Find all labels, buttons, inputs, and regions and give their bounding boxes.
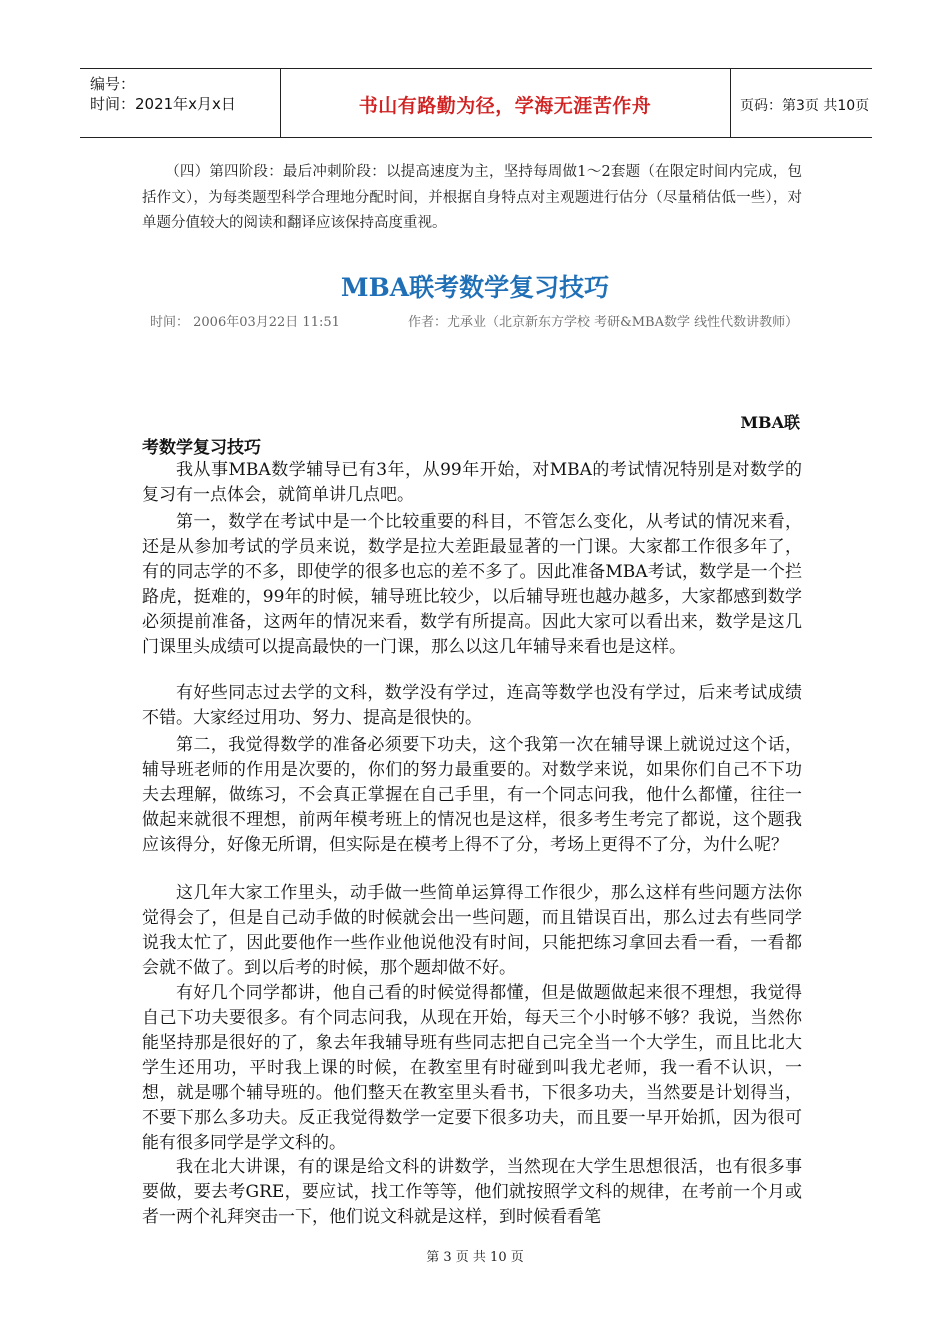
article-time: 时间： 2006年03月22日 11:51 xyxy=(150,315,340,330)
article-paragraph: 第二，我觉得数学的准备必须要下功夫，这个我第一次在辅导课上就说过这个话，辅导班老师的作用是次要的，你们的努力最重要的。对数学来说，如果你们自己不下功夫去理解，做练习，不会真正掌握在自己手里，有一个同志问我，他什么都懂，往往一做起来就很不理想，前两年模考班上的情况也是这样，很多考生考完了都说，这个题我应该得分，好像无所谓，但实际是在模考上得不了分，考场上更得不了分，为什么呢？ xyxy=(142,735,802,855)
article-paragraph: 我从事MBA数学辅导已有3年，从99年开始，对MBA的考试情况特别是对数学的复习有一点体会，就简单讲几点吧。 xyxy=(142,460,802,505)
article-subtitle-part-2: 考数学复习技巧 xyxy=(142,438,261,458)
article-title: MBA联考数学复习技巧 xyxy=(340,273,610,302)
article-subtitle-part-1: MBA联 xyxy=(740,413,800,432)
article-paragraph: 有好几个同学都讲，他自己看的时候觉得都懂，但是做题做起来很不理想，我觉得自己下功夫要很多。有个同志问我，从现在开始，每天三个小时够不够？我说，当然你能坚持那是很好的了，象去年我辅导班有些同志把自己完全当一个大学生，而且比北大学生还用功，平时我上课的时候，在教室里有时碰到叫我尤老师，我一看不认识，一想，就是哪个辅导班的。他们整天在教室里头看书，下很多功夫，当然要是计划得当，不要下那么多功夫。反正我觉得数学一定要下很多功夫，而且要一早开始抓，因为很可能有很多同学是学文科的。 xyxy=(142,983,802,1153)
document-date-label: 时间：2021年x月x日 xyxy=(90,95,236,113)
header-motto: 书山有路勤为径，学海无涯苦作舟 xyxy=(358,95,652,117)
article-paragraph: 有好些同志过去学的文科，数学没有学过，连高等数学也没有学过，后来考试成绩不错。大家经过用功、努力、提高是很快的。 xyxy=(142,683,802,728)
page-footer: 第 3 页 共 10 页 xyxy=(426,1250,524,1265)
header-table xyxy=(80,68,872,138)
document-number-label: 编号： xyxy=(90,75,136,93)
article-paragraph: 第一，数学在考试中是一个比较重要的科目，不管怎么变化，从考试的情况来看，还是从参加考试的学员来说，数学是拉大差距最显著的一门课。大家都工作很多年了，有的同志学的不多，即使学的很多也忘的差不多了。因此准备MBA考试，数学是一个拦路虎，挺难的，99年的时候，辅导班比较少，以后辅导班也越办越多，大家都感到数学必须提前准备，这两年的情况来看，数学有所提高。因此大家可以看出来，数学是这几门课里头成绩可以提高最快的一门课，那么以这几年辅导来看也是这样。 xyxy=(142,512,802,657)
header-left-cell xyxy=(80,69,281,137)
header-page-info: 页码：第3页 共10页 xyxy=(740,98,870,114)
article-paragraph: 这几年大家工作里头，动手做一些简单运算得工作很少，那么这样有些问题方法你觉得会了，但是自己动手做的时候就会出一些问题，而且错误百出，那么过去有些同学说我太忙了，因此要他作一些作业他说他没有时间，只能把练习拿回去看一看，一看都会就不做了。到以后考的时候，那个题却做不好。 xyxy=(142,883,802,978)
article-author: 作者：尤承业（北京新东方学校 考研&MBA数学 线性代数讲教师） xyxy=(408,315,799,330)
header-center-cell xyxy=(280,69,731,137)
stage-four-paragraph: （四）第四阶段：最后冲刺阶段：以提高速度为主，坚持每周做1～2套题（在限定时间内完成，包括作文），为每类题型科学合理地分配时间，并根据自身特点对主观题进行估分（尽量稍估低一些），对单题分值较大的阅读和翻译应该保持高度重视。 xyxy=(142,164,802,231)
article-paragraph: 我在北大讲课，有的课是给文科的讲数学，当然现在大学生思想很活，也有很多事要做，要去考GRE，要应试，找工作等等，他们就按照学文科的规律，在考前一个月或者一两个礼拜突击一下，他们说文科就是这样，到时候看看笔 xyxy=(142,1157,802,1227)
header-right-cell xyxy=(730,69,872,137)
